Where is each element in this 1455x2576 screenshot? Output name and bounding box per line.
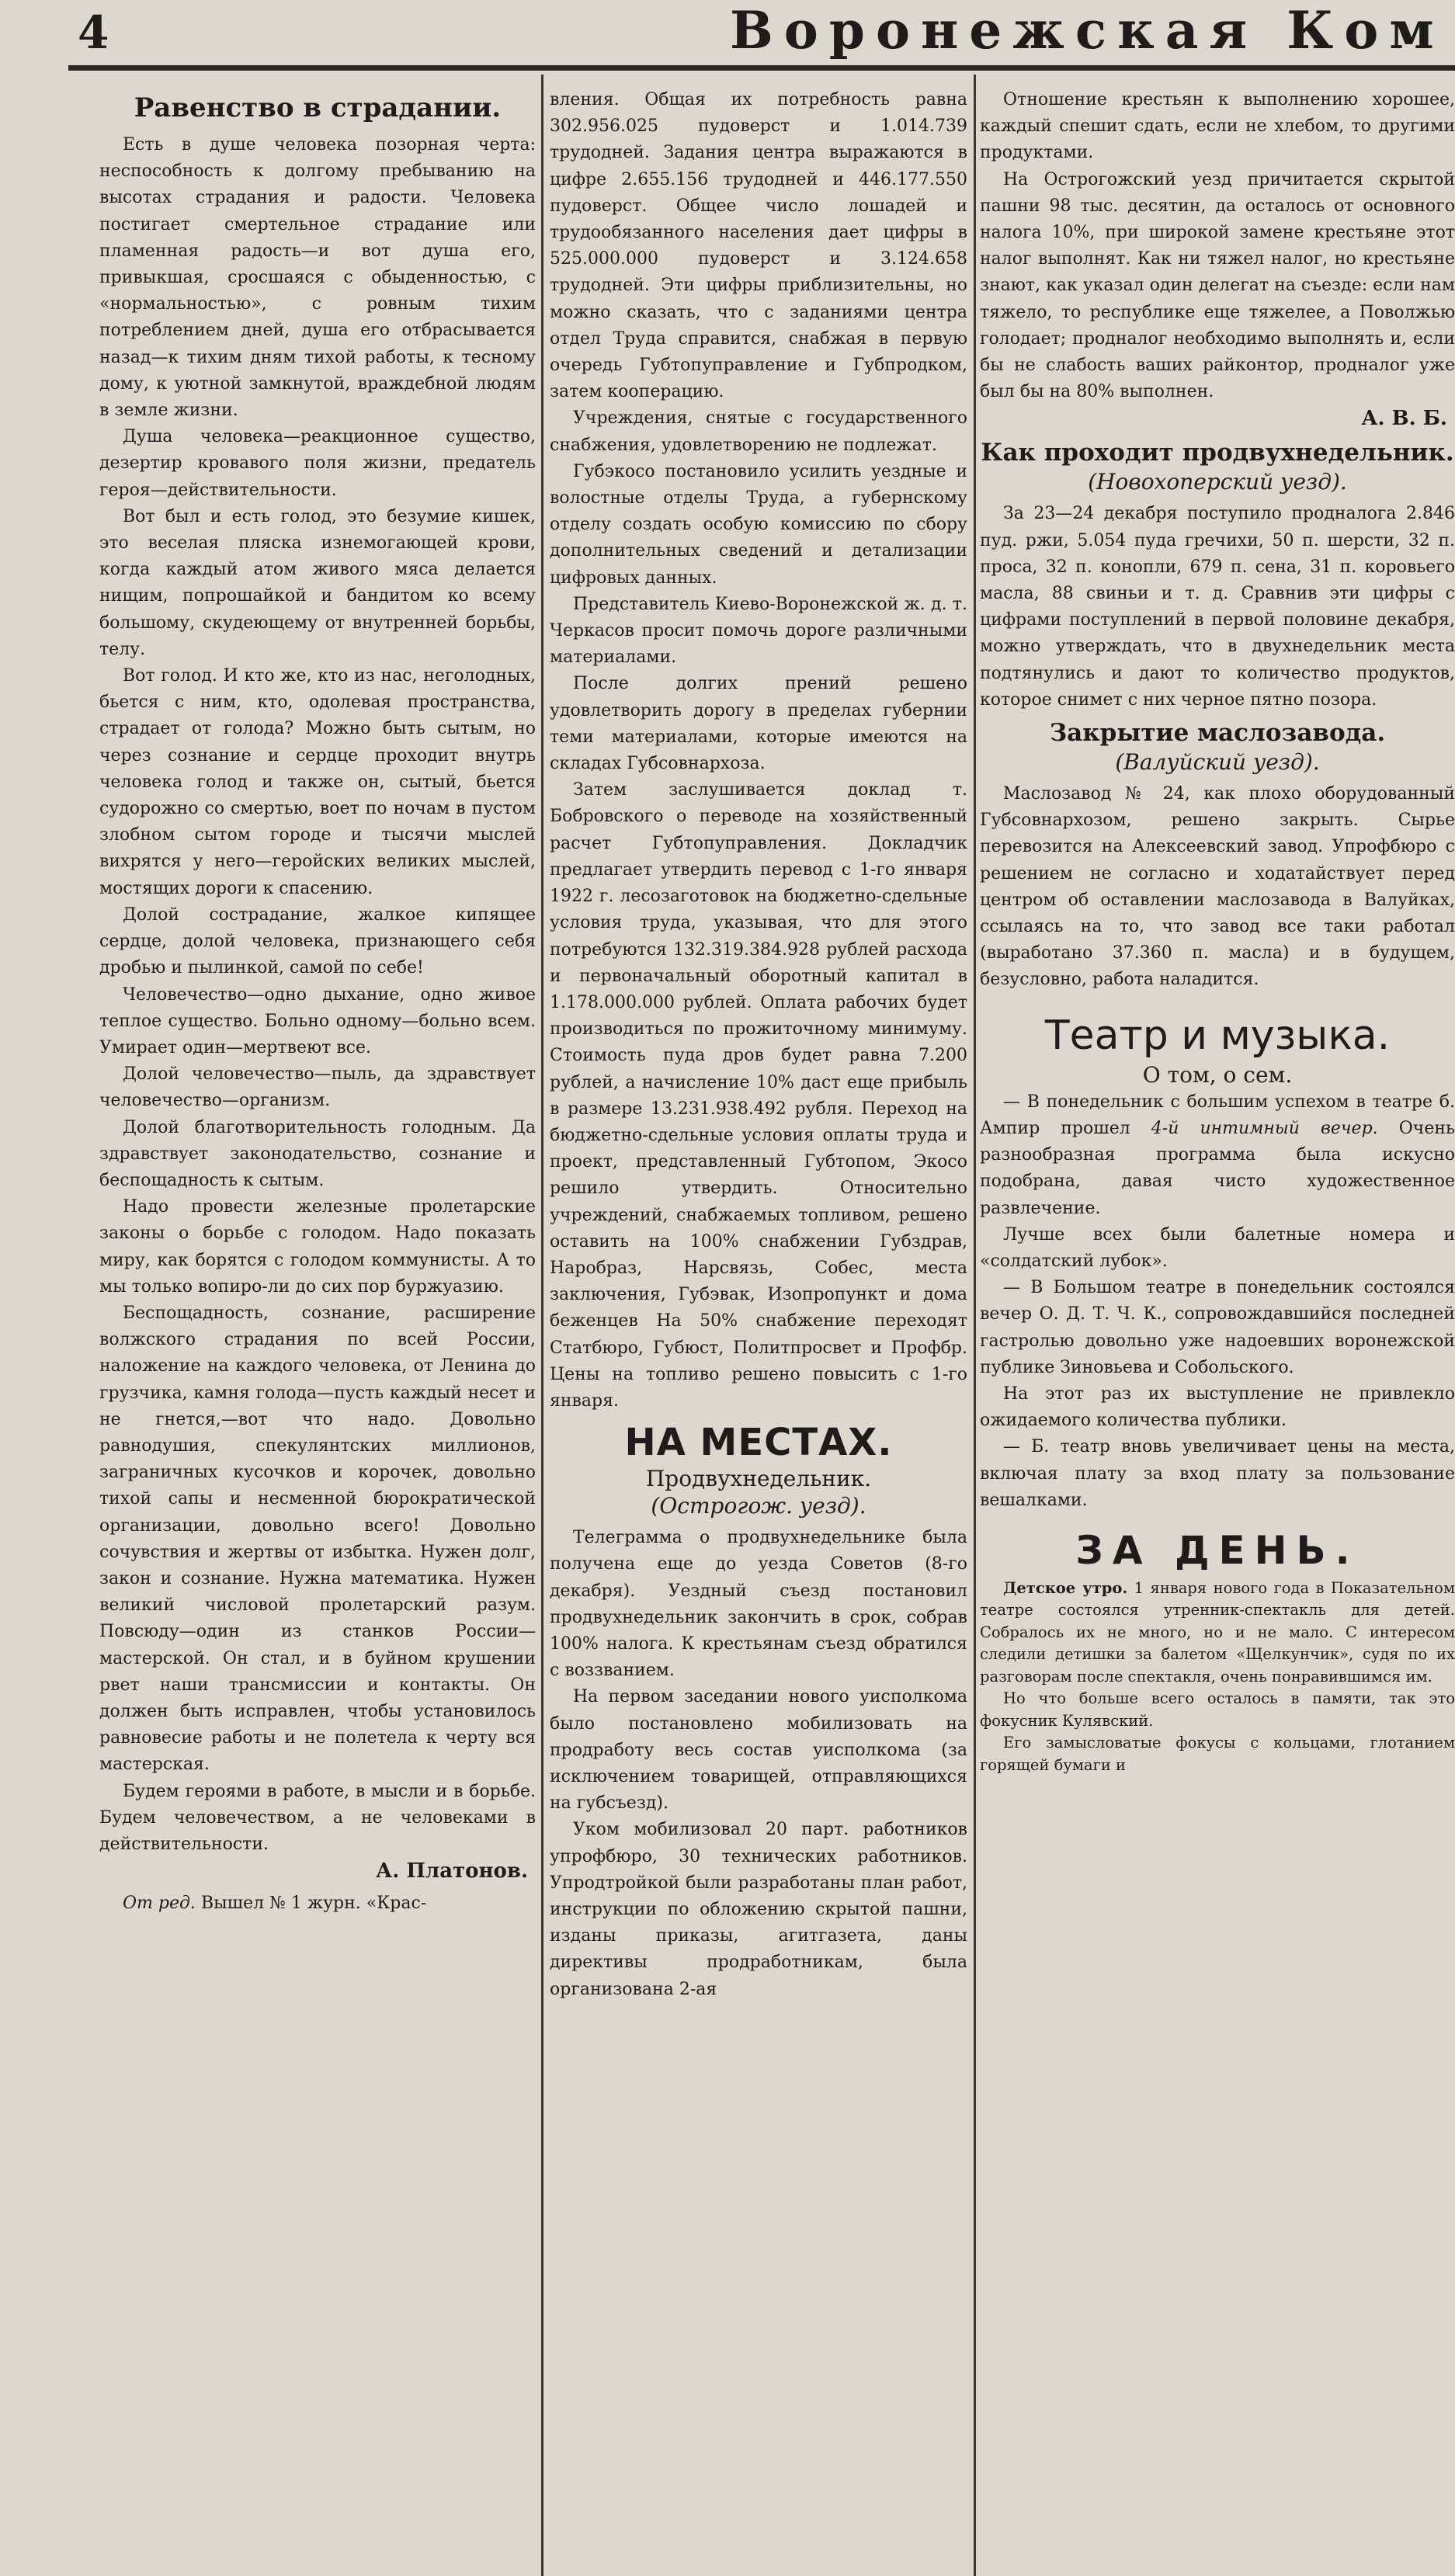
paragraph: За 23—24 декабря поступило продналога 2.846 пуд. ржи, 5.054 пуда гречихи, 50 п. шерсти, 32 п. проса, 32 п. конопли, 679 п. сена, 31 п. коровьего масла, 88 свиньи и т. д. Сравнив эти цифры с цифрами поступлений в первой половине декабря, можно утверждать, что в двухнедельник места подтянулись и дают то количество продуктов, которое снимет с них черное пятно позора. (980, 504, 1455, 710)
editor-note-text: Вышел № 1 журн. «Крас- (200, 1894, 427, 1914)
article-location: (Валуйский уезд). (1115, 749, 1320, 776)
text-run: — В понедельник с большим успехом в театре б. Ампир прошел (980, 1092, 1455, 1138)
paragraph: Беспощадность, сознание, расширение волжского страдания по всей России, наложение на каждого человека, от Ленина до грузчика, камня голода—пусть каждый несет и не гнется,—вот что надо. Довольно равнодушия, спекулянтских миллионов, заграничных кусочков и корочек, довольно тихой сапы и несменной бюрократической организации, довольно всего! Довольно сочувствия и жертвы от избытка. Нужен долг, закон и сознание. Нужна математика. Нужен великий числовой пролетарский разум. Повсюду—один из станков России—мастерской. Он стал, и в буйном крушении рвет наши трансмиссии и контакты. Он должен быть исправлен, чтобы установилось равновесие работы и не полетела к черту вся мастерская. (99, 1303, 536, 1775)
paragraph: — Б. театр вновь увеличивает цены на места, включая плату за вход плату за пользование вешалками. (980, 1437, 1455, 1510)
article-subheading: Продвухнедельник. (645, 1466, 872, 1492)
paragraph: вления. Общая их потребность равна 302.956.025 пудоверст и 1.014.739 трудодней. Задания центра выражаются в цифре 2.655.156 трудодней и 446.177.550 пудоверст. Общее число лошадей и трудообязанного населения дает цифры в 525.000.000 пудоверст и 3.124.658 трудодней. Эти цифры приблизительны, но можно сказать, что с заданиями центра отдел Труда справится, снабжая в первую очередь Губтопуправление и Губпродком, затем кооперацию. (550, 90, 967, 402)
paragraph: Будем героями в работе, в мысли и в борьбе. Будем человечеством, а не человеками в действительности. (99, 1781, 536, 1854)
text-run: 1 января нового года в Показательном театре состоялся утренник-спектакль для детей. Собралось их не много, но и не мало. С интересом следили детишки за балетом «Щелкунчик», судя по их разговорам после спектакля, очень понравившимся им. (980, 1578, 1455, 1686)
paragraph: — В Большом театре в понедельник состоялся вечер О. Д. Т. Ч. К., сопровождавшийся последней гастролью довольно уже надоевших воронежской публике Зиновьева и Собольского. (980, 1278, 1455, 1377)
paragraph: Долой сострадание, жалкое кипящее сердце, долой человека, признающего себя дробью и пылинкой, самой по себе! (99, 904, 536, 978)
masthead-rule (68, 65, 1455, 71)
paragraph: Вот был и есть голод, это безумие кишек, это веселая пляска изнемогающей крови, когда каждый атом живого мяса делается нищим, попрошайкой и бандитом ко всему большому, скудеющему от внутренней борьбы, телу. (99, 506, 536, 659)
item-title: Детское утро. (1003, 1578, 1128, 1597)
paragraph: Затем заслушивается доклад т. Бобровского о переводе на хозяйственный расчет Губтопуправления. Докладчик предлагает утвердить перевод с 1-го января 1922 г. лесозаготовок на бюджетно-сдельные условия труда, указывая, что для этого потребуются 132.319.384.928 рублей расхода и первоначальный оборотный капитал в 1.178.000.000 рублей. Оплата рабочих будет производиться по прожиточному минимуму. Стоимость пуда дров будет равна 7.200 рублей, а начисление 10% даст еще прибыль в размере 13.231.938.492 рубля. Переход на бюджетно-сдельные условия оплаты труда и проект, представленный Губтопом, Экосо решило утвердить. Относительно учреждений, снабжаемых топливом, решено оставить на 100% снабжении Губздрав, Наробраз, Нарсвязь, Собес, места заключения, Губэвак, Изопропункт и дома беженцев На 50% снабжение переходят Статбюро, Губюст, Политпросвет и Профбр. Цены на топливо решено повысить с 1-го января. (550, 780, 967, 1411)
paragraph: Маслозавод № 24, как плохо оборудованный Губсовнархозом, решено закрыть. Сырье перевозится на Алексеевский завод. Упрофбюро с решением не согласно и ходатайствует перед центром об оставлении маслозавода в Валуйках, ссылаясь на то, что завод все таки работал (выработано 37.360 п. масла) и в будущем, безусловно, работа наладится. (980, 784, 1455, 990)
paragraph: Учреждения, снятые с государственного снабжения, удовлетворению не подлежат. (550, 408, 967, 455)
paragraph: Телеграмма о продвухнедельнике была получена еще до уезда Советов (8-го декабря). Уездный съезд постановил продвухнедельник закончить в срок, собрав 100% налога. К крестьянам съезд обратился с воззванием. (550, 1528, 967, 1681)
paragraph: Человечество—одно дыхание, одно живое теплое существо. Больно одному—больно всем. Умирает один—мертвеют все. (99, 984, 536, 1057)
small-print-block (980, 1578, 1455, 1777)
paragraph: Есть в душе человека позорная черта: неспособность к долгому пребыванию на высотах страдания и радости. Человека постигает смертельное страдание или пламенная радость—и вот душа его, привыкшая, сросшаяся с обыденностью, с «нормальностью», с ровным тихим потреблением дней, душа его отбрасывается назад—к тихим дням тихой работы, к тесному дому, к уютной замкнутой, враждебной людям в земле жизни. (99, 135, 536, 421)
page-number: 4 (78, 6, 109, 59)
paragraph: Вот голод. И кто же, кто из нас, неголодных, бьется с ним, кто, одолевая пространства, страдает от голода? Можно быть сытым, но через сознание и сердце проходит внутрь человека голод и также он, сытый, бьется судорожно со смертью, воет по ночам в пустом злобном сытом городе и тысячи мыслей вихрятся у него—геройских великих мыслей, мостящих дороги к спасению. (99, 666, 536, 898)
masthead (0, 0, 1455, 75)
section-heading: НА МЕСТАХ. (624, 1421, 893, 1465)
column-3 (980, 87, 1455, 2576)
paragraph: Лучше всех были балетные номера и «солдатский лубок». (980, 1224, 1455, 1271)
paragraph: На первом заседании нового уисполкома было постановлено мобилизовать на продработу весь состав уисполкома (за исключением товарищей, отправляющихся на губсъезд). (550, 1687, 967, 1814)
paragraph: Надо провести железные пролетарские законы о борьбе с голодом. Надо показать миру, как борятся с голодом коммунисты. А то мы только вопиро-ли до сих пор буржуазию. (99, 1197, 536, 1297)
text-run: . Очень разнообразная программа была искусно подобрана, давая чисто художественное развлечение. (980, 1118, 1455, 1218)
column-2 (550, 87, 967, 2576)
editor-note (99, 1890, 536, 1917)
paragraph: Долой человечество—пыль, да здравствует человечество—организм. (99, 1064, 536, 1111)
paragraph: Представитель Киево-Воронежской ж. д. т. Черкасов просит помочь дороге различными материалами. (550, 594, 967, 668)
paragraph (980, 1578, 1455, 1689)
paragraph: Уком мобилизовал 20 парт. работников упрофбюро, 30 технических работников. Упродтройкой были разработаны план работ, инструкции по обложению скрытой пашни, изданы приказы, агитгазета, даны директивы продработникам, была организована 2-ая (550, 1820, 967, 1999)
article-headline: Как проходит продвухнедельник. (981, 439, 1454, 467)
article-subheading: О том, о сем. (1142, 1061, 1293, 1088)
paragraph (980, 1089, 1455, 1222)
paragraph: На Острогожский уезд причитается скрытой пашни 98 тыс. десятин, да осталось от основного налога 10%, при широкой замене крестьяне этот налог выполнят. Как ни тяжел налог, но крестьяне знают, как указал один делегат на съезде: если нам тяжело, то республике еще тяжелее, а Поволжью голодает; продналог необходимо выполнять и, если бы не слабость ваших райконтор, продналог уже был бы на 80% выполнен. (980, 169, 1455, 402)
paragraph: Его замысловатые фокусы с кольцами, глотанием горящей бумаги и (980, 1734, 1455, 1774)
paragraph: Отношение крестьян к выполнению хорошее, каждый спешит сдать, если не хлебом, то другими продуктами. (980, 90, 1455, 163)
article-location: (Острогож. уезд). (651, 1493, 866, 1519)
paragraph: Но что больше всего осталось в памяти, так это фокусник Кулявский. (980, 1689, 1455, 1730)
article-headline: Закрытие маслозавода. (1049, 719, 1386, 748)
newspaper-title: Воронежская Ком (730, 0, 1445, 61)
section-heading: ЗА ДЕНЬ. (1075, 1527, 1360, 1573)
paragraph: На этот раз их выступление не привлекло ожидаемого количества публики. (980, 1383, 1455, 1431)
author-signature: А. Платонов. (376, 1859, 528, 1883)
column-1 (99, 87, 536, 2576)
article-location: (Новохоперский уезд). (1088, 469, 1347, 495)
paragraph: Губэкосо постановило усилить уездные и волостные отделы Труда, а губернскому отделу создать особую комиссию по сбору дополнительных сведений и детализации цифровых данных. (550, 461, 967, 588)
article-headline: Равенство в страдании. (134, 92, 502, 123)
paragraph: Долой благотворительность голодным. Да здравствует законодательство, сознание и беспощадность к сытым. (99, 1117, 536, 1190)
column-divider (541, 75, 543, 2576)
paragraph: Душа человека—реакционное существо, дезертир кровавого поля жизни, предатель героя—действительности. (99, 427, 536, 500)
paragraph: После долгих прений решено удовлетворить дорогу в пределах губернии теми материалами, которые имеются на складах Губсовнархоза. (550, 674, 967, 774)
section-heading: Театр и музыка. (1044, 1012, 1391, 1059)
column-divider (974, 75, 976, 2576)
author-signature: А. В. Б. (1361, 407, 1447, 431)
event-title: 4-й интимный вечер (1151, 1118, 1373, 1138)
editor-label: От ред. (123, 1894, 196, 1914)
